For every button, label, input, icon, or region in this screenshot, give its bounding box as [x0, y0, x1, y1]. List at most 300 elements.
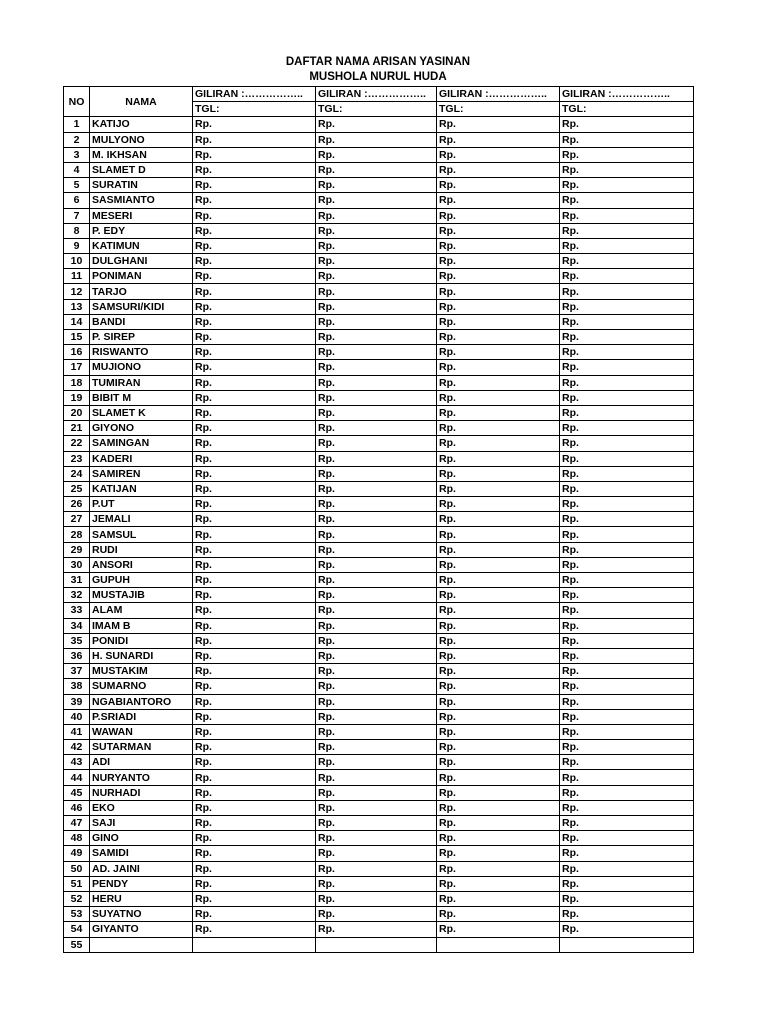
amount-cell-1: Rp. [193, 800, 316, 815]
amount-cell-4: Rp. [560, 497, 694, 512]
amount-cell-4: Rp. [560, 360, 694, 375]
amount-cell-3: Rp. [437, 846, 560, 861]
amount-cell-2: Rp. [316, 254, 437, 269]
amount-cell-3: Rp. [437, 208, 560, 223]
table-row [64, 816, 694, 831]
row-number: 52 [64, 891, 90, 906]
amount-cell-4: Rp. [560, 755, 694, 770]
row-number: 36 [64, 648, 90, 663]
amount-cell-4: Rp. [560, 208, 694, 223]
row-number: 6 [64, 193, 90, 208]
amount-cell-4: Rp. [560, 694, 694, 709]
amount-cell-2: Rp. [316, 117, 437, 132]
amount-cell-2: Rp. [316, 421, 437, 436]
row-number: 13 [64, 299, 90, 314]
amount-cell-3: Rp. [437, 588, 560, 603]
amount-cell-3: Rp. [437, 648, 560, 663]
row-number: 1 [64, 117, 90, 132]
table-row [64, 330, 694, 345]
amount-cell-3: Rp. [437, 891, 560, 906]
member-name: SUYATNO [90, 907, 193, 922]
amount-cell-4: Rp. [560, 816, 694, 831]
row-number: 12 [64, 284, 90, 299]
amount-cell-3: Rp. [437, 436, 560, 451]
member-name: SAJI [90, 816, 193, 831]
member-name: HERU [90, 891, 193, 906]
member-name: SUTARMAN [90, 740, 193, 755]
member-name: SASMIANTO [90, 193, 193, 208]
amount-cell-2: Rp. [316, 147, 437, 162]
document-subtitle: MUSHOLA NURUL HUDA [309, 71, 447, 83]
row-number: 42 [64, 740, 90, 755]
amount-cell-1: Rp. [193, 922, 316, 937]
amount-cell-2: Rp. [316, 223, 437, 238]
amount-cell-4: Rp. [560, 162, 694, 177]
row-number: 16 [64, 345, 90, 360]
table-row [64, 451, 694, 466]
amount-cell-2: Rp. [316, 360, 437, 375]
amount-cell-4: Rp. [560, 724, 694, 739]
row-number: 40 [64, 709, 90, 724]
member-name: KATIJO [90, 117, 193, 132]
member-name: SAMINGAN [90, 436, 193, 451]
table-row [64, 254, 694, 269]
amount-cell-3: Rp. [437, 861, 560, 876]
amount-cell-2: Rp. [316, 664, 437, 679]
amount-cell-2: Rp. [316, 588, 437, 603]
amount-cell-4: Rp. [560, 679, 694, 694]
row-number: 44 [64, 770, 90, 785]
amount-cell-1: Rp. [193, 299, 316, 314]
amount-cell-1: Rp. [193, 117, 316, 132]
amount-cell-4: Rp. [560, 603, 694, 618]
amount-cell-4: Rp. [560, 299, 694, 314]
amount-cell-4: Rp. [560, 421, 694, 436]
member-name: BIBIT M [90, 390, 193, 405]
amount-cell-4: Rp. [560, 254, 694, 269]
member-name: RISWANTO [90, 345, 193, 360]
row-number: 29 [64, 542, 90, 557]
amount-cell-3: Rp. [437, 664, 560, 679]
amount-cell-3: Rp. [437, 800, 560, 815]
table-row [64, 618, 694, 633]
table-row [64, 891, 694, 906]
row-number: 51 [64, 876, 90, 891]
member-name: NGABIANTORO [90, 694, 193, 709]
member-name: H. SUNARDI [90, 648, 193, 663]
amount-cell-4: Rp. [560, 132, 694, 147]
row-number: 55 [64, 937, 90, 952]
amount-cell-1: Rp. [193, 527, 316, 542]
table-row [64, 831, 694, 846]
amount-cell-2: Rp. [316, 178, 437, 193]
amount-cell-2: Rp. [316, 436, 437, 451]
amount-cell-2: Rp. [316, 466, 437, 481]
amount-cell-2: Rp. [316, 922, 437, 937]
amount-cell-4: Rp. [560, 557, 694, 572]
amount-cell-4: Rp. [560, 330, 694, 345]
amount-cell-3: Rp. [437, 679, 560, 694]
amount-cell-1: Rp. [193, 891, 316, 906]
amount-cell-4: Rp. [560, 709, 694, 724]
table-row [64, 299, 694, 314]
table-row [64, 466, 694, 481]
table-row [64, 269, 694, 284]
amount-cell-4: Rp. [560, 876, 694, 891]
amount-cell-2: Rp. [316, 314, 437, 329]
amount-cell-1: Rp. [193, 648, 316, 663]
amount-cell-4: Rp. [560, 831, 694, 846]
table-row [64, 785, 694, 800]
amount-cell-2: Rp. [316, 132, 437, 147]
amount-cell-2: Rp. [316, 891, 437, 906]
arisan-table [63, 86, 694, 953]
amount-cell-1: Rp. [193, 542, 316, 557]
row-number: 15 [64, 330, 90, 345]
member-name: MULYONO [90, 132, 193, 147]
table-row [64, 497, 694, 512]
amount-cell-2 [316, 937, 437, 952]
header-nama: NAMA [90, 87, 193, 117]
amount-cell-3: Rp. [437, 254, 560, 269]
table-row [64, 709, 694, 724]
amount-cell-3: Rp. [437, 299, 560, 314]
row-number: 25 [64, 481, 90, 496]
amount-cell-3: Rp. [437, 117, 560, 132]
amount-cell-3: Rp. [437, 527, 560, 542]
row-number: 38 [64, 679, 90, 694]
amount-cell-2: Rp. [316, 238, 437, 253]
amount-cell-4: Rp. [560, 846, 694, 861]
amount-cell-3: Rp. [437, 466, 560, 481]
row-number: 32 [64, 588, 90, 603]
member-name: EKO [90, 800, 193, 815]
table-row [64, 664, 694, 679]
amount-cell-4: Rp. [560, 193, 694, 208]
amount-cell-1: Rp. [193, 497, 316, 512]
member-name: WAWAN [90, 724, 193, 739]
table-row [64, 679, 694, 694]
header-row [64, 87, 694, 102]
table-row [64, 633, 694, 648]
table-row [64, 907, 694, 922]
amount-cell-3: Rp. [437, 269, 560, 284]
amount-cell-1: Rp. [193, 694, 316, 709]
amount-cell-3: Rp. [437, 816, 560, 831]
amount-cell-1: Rp. [193, 816, 316, 831]
amount-cell-2: Rp. [316, 876, 437, 891]
amount-cell-1: Rp. [193, 436, 316, 451]
amount-cell-3: Rp. [437, 497, 560, 512]
amount-cell-2: Rp. [316, 269, 437, 284]
amount-cell-2: Rp. [316, 800, 437, 815]
amount-cell-4: Rp. [560, 588, 694, 603]
amount-cell-2: Rp. [316, 618, 437, 633]
amount-cell-3: Rp. [437, 740, 560, 755]
amount-cell-4: Rp. [560, 618, 694, 633]
header-giliran-1: GILIRAN :…………….. [193, 87, 316, 102]
member-name: P. EDY [90, 223, 193, 238]
amount-cell-4: Rp. [560, 770, 694, 785]
row-number: 37 [64, 664, 90, 679]
member-name: TARJO [90, 284, 193, 299]
amount-cell-1: Rp. [193, 330, 316, 345]
amount-cell-1: Rp. [193, 876, 316, 891]
table-row [64, 694, 694, 709]
amount-cell-1: Rp. [193, 907, 316, 922]
amount-cell-4: Rp. [560, 178, 694, 193]
amount-cell-4: Rp. [560, 375, 694, 390]
row-number: 11 [64, 269, 90, 284]
amount-cell-4: Rp. [560, 633, 694, 648]
amount-cell-3: Rp. [437, 451, 560, 466]
amount-cell-1: Rp. [193, 421, 316, 436]
row-number: 53 [64, 907, 90, 922]
amount-cell-2: Rp. [316, 345, 437, 360]
amount-cell-4: Rp. [560, 573, 694, 588]
row-number: 23 [64, 451, 90, 466]
amount-cell-2: Rp. [316, 861, 437, 876]
row-number: 2 [64, 132, 90, 147]
amount-cell-2: Rp. [316, 694, 437, 709]
amount-cell-3: Rp. [437, 360, 560, 375]
row-number: 5 [64, 178, 90, 193]
amount-cell-1: Rp. [193, 451, 316, 466]
header-giliran-4: GILIRAN :…………….. [560, 87, 694, 102]
member-name: GINO [90, 831, 193, 846]
table-row [64, 238, 694, 253]
amount-cell-3: Rp. [437, 405, 560, 420]
member-name: IMAM B [90, 618, 193, 633]
table-row [64, 390, 694, 405]
amount-cell-3: Rp. [437, 573, 560, 588]
member-name: RUDI [90, 542, 193, 557]
amount-cell-2: Rp. [316, 846, 437, 861]
amount-cell-3: Rp. [437, 238, 560, 253]
amount-cell-1: Rp. [193, 740, 316, 755]
amount-cell-3: Rp. [437, 284, 560, 299]
amount-cell-3: Rp. [437, 785, 560, 800]
amount-cell-3: Rp. [437, 178, 560, 193]
amount-cell-1: Rp. [193, 846, 316, 861]
member-name: GUPUH [90, 573, 193, 588]
member-name: NURYANTO [90, 770, 193, 785]
amount-cell-4: Rp. [560, 269, 694, 284]
amount-cell-4: Rp. [560, 481, 694, 496]
row-number: 10 [64, 254, 90, 269]
amount-cell-3: Rp. [437, 831, 560, 846]
member-name: SAMSURI/KIDI [90, 299, 193, 314]
amount-cell-3 [437, 937, 560, 952]
amount-cell-1: Rp. [193, 770, 316, 785]
header-tgl-2: TGL: [316, 102, 437, 117]
row-number: 24 [64, 466, 90, 481]
member-name [90, 937, 193, 952]
member-name: SLAMET K [90, 405, 193, 420]
amount-cell-2: Rp. [316, 284, 437, 299]
amount-cell-1: Rp. [193, 481, 316, 496]
table-row [64, 178, 694, 193]
amount-cell-2: Rp. [316, 375, 437, 390]
amount-cell-4: Rp. [560, 922, 694, 937]
amount-cell-3: Rp. [437, 162, 560, 177]
header-tgl-1: TGL: [193, 102, 316, 117]
amount-cell-1: Rp. [193, 861, 316, 876]
table-row [64, 770, 694, 785]
amount-cell-2: Rp. [316, 208, 437, 223]
table-row [64, 800, 694, 815]
amount-cell-4: Rp. [560, 451, 694, 466]
member-name: JEMALI [90, 512, 193, 527]
amount-cell-3: Rp. [437, 375, 560, 390]
amount-cell-4: Rp. [560, 785, 694, 800]
table-row [64, 314, 694, 329]
amount-cell-3: Rp. [437, 770, 560, 785]
table-row [64, 436, 694, 451]
member-name: ALAM [90, 603, 193, 618]
amount-cell-2: Rp. [316, 785, 437, 800]
amount-cell-2: Rp. [316, 481, 437, 496]
amount-cell-1: Rp. [193, 633, 316, 648]
amount-cell-3: Rp. [437, 512, 560, 527]
amount-cell-4: Rp. [560, 512, 694, 527]
row-number: 26 [64, 497, 90, 512]
header-tgl-3: TGL: [437, 102, 560, 117]
amount-cell-2: Rp. [316, 816, 437, 831]
row-number: 33 [64, 603, 90, 618]
amount-cell-3: Rp. [437, 421, 560, 436]
table-row [64, 588, 694, 603]
amount-cell-2: Rp. [316, 709, 437, 724]
amount-cell-2: Rp. [316, 405, 437, 420]
amount-cell-4: Rp. [560, 466, 694, 481]
row-number: 49 [64, 846, 90, 861]
member-name: SLAMET D [90, 162, 193, 177]
amount-cell-4: Rp. [560, 740, 694, 755]
amount-cell-1 [193, 937, 316, 952]
member-name: TUMIRAN [90, 375, 193, 390]
header-giliran-3: GILIRAN :…………….. [437, 87, 560, 102]
amount-cell-1: Rp. [193, 269, 316, 284]
amount-cell-3: Rp. [437, 223, 560, 238]
table-row [64, 162, 694, 177]
amount-cell-2: Rp. [316, 512, 437, 527]
header-no: NO [64, 87, 90, 117]
amount-cell-3: Rp. [437, 314, 560, 329]
member-name: PENDY [90, 876, 193, 891]
table-row [64, 375, 694, 390]
table-row [64, 193, 694, 208]
row-number: 48 [64, 831, 90, 846]
table-body [64, 87, 694, 953]
amount-cell-1: Rp. [193, 208, 316, 223]
table-row [64, 284, 694, 299]
amount-cell-1: Rp. [193, 238, 316, 253]
amount-cell-1: Rp. [193, 603, 316, 618]
amount-cell-3: Rp. [437, 557, 560, 572]
row-number: 19 [64, 390, 90, 405]
row-number: 18 [64, 375, 90, 390]
member-name: SAMIDI [90, 846, 193, 861]
amount-cell-4: Rp. [560, 861, 694, 876]
amount-cell-4: Rp. [560, 117, 694, 132]
member-name: SUMARNO [90, 679, 193, 694]
table-row [64, 512, 694, 527]
amount-cell-3: Rp. [437, 542, 560, 557]
table-row [64, 405, 694, 420]
member-name: AD. JAINI [90, 861, 193, 876]
amount-cell-2: Rp. [316, 299, 437, 314]
amount-cell-2: Rp. [316, 497, 437, 512]
amount-cell-2: Rp. [316, 527, 437, 542]
table-row [64, 557, 694, 572]
amount-cell-2: Rp. [316, 193, 437, 208]
member-name: SAMSUL [90, 527, 193, 542]
member-name: P. SIREP [90, 330, 193, 345]
table-row [64, 648, 694, 663]
row-number: 27 [64, 512, 90, 527]
amount-cell-2: Rp. [316, 907, 437, 922]
amount-cell-2: Rp. [316, 162, 437, 177]
amount-cell-2: Rp. [316, 573, 437, 588]
amount-cell-1: Rp. [193, 573, 316, 588]
amount-cell-1: Rp. [193, 360, 316, 375]
member-name: SAMIREN [90, 466, 193, 481]
amount-cell-1: Rp. [193, 345, 316, 360]
row-number: 47 [64, 816, 90, 831]
amount-cell-1: Rp. [193, 193, 316, 208]
amount-cell-1: Rp. [193, 664, 316, 679]
table-row [64, 603, 694, 618]
row-number: 28 [64, 527, 90, 542]
amount-cell-4: Rp. [560, 436, 694, 451]
table-row [64, 937, 694, 952]
amount-cell-1: Rp. [193, 588, 316, 603]
row-number: 4 [64, 162, 90, 177]
row-number: 35 [64, 633, 90, 648]
header-tgl-4: TGL: [560, 102, 694, 117]
row-number: 45 [64, 785, 90, 800]
amount-cell-2: Rp. [316, 740, 437, 755]
amount-cell-3: Rp. [437, 724, 560, 739]
amount-cell-1: Rp. [193, 466, 316, 481]
amount-cell-4: Rp. [560, 147, 694, 162]
member-name: KADERI [90, 451, 193, 466]
row-number: 3 [64, 147, 90, 162]
amount-cell-1: Rp. [193, 132, 316, 147]
row-number: 8 [64, 223, 90, 238]
amount-cell-4: Rp. [560, 891, 694, 906]
amount-cell-1: Rp. [193, 618, 316, 633]
amount-cell-2: Rp. [316, 557, 437, 572]
member-name: MESERI [90, 208, 193, 223]
amount-cell-3: Rp. [437, 694, 560, 709]
member-name: DULGHANI [90, 254, 193, 269]
amount-cell-3: Rp. [437, 922, 560, 937]
amount-cell-1: Rp. [193, 557, 316, 572]
amount-cell-1: Rp. [193, 785, 316, 800]
amount-cell-4: Rp. [560, 800, 694, 815]
row-number: 31 [64, 573, 90, 588]
amount-cell-3: Rp. [437, 193, 560, 208]
table-row [64, 724, 694, 739]
row-number: 21 [64, 421, 90, 436]
amount-cell-3: Rp. [437, 907, 560, 922]
row-number: 41 [64, 724, 90, 739]
amount-cell-4: Rp. [560, 648, 694, 663]
member-name: MUSTAJIB [90, 588, 193, 603]
row-number: 46 [64, 800, 90, 815]
